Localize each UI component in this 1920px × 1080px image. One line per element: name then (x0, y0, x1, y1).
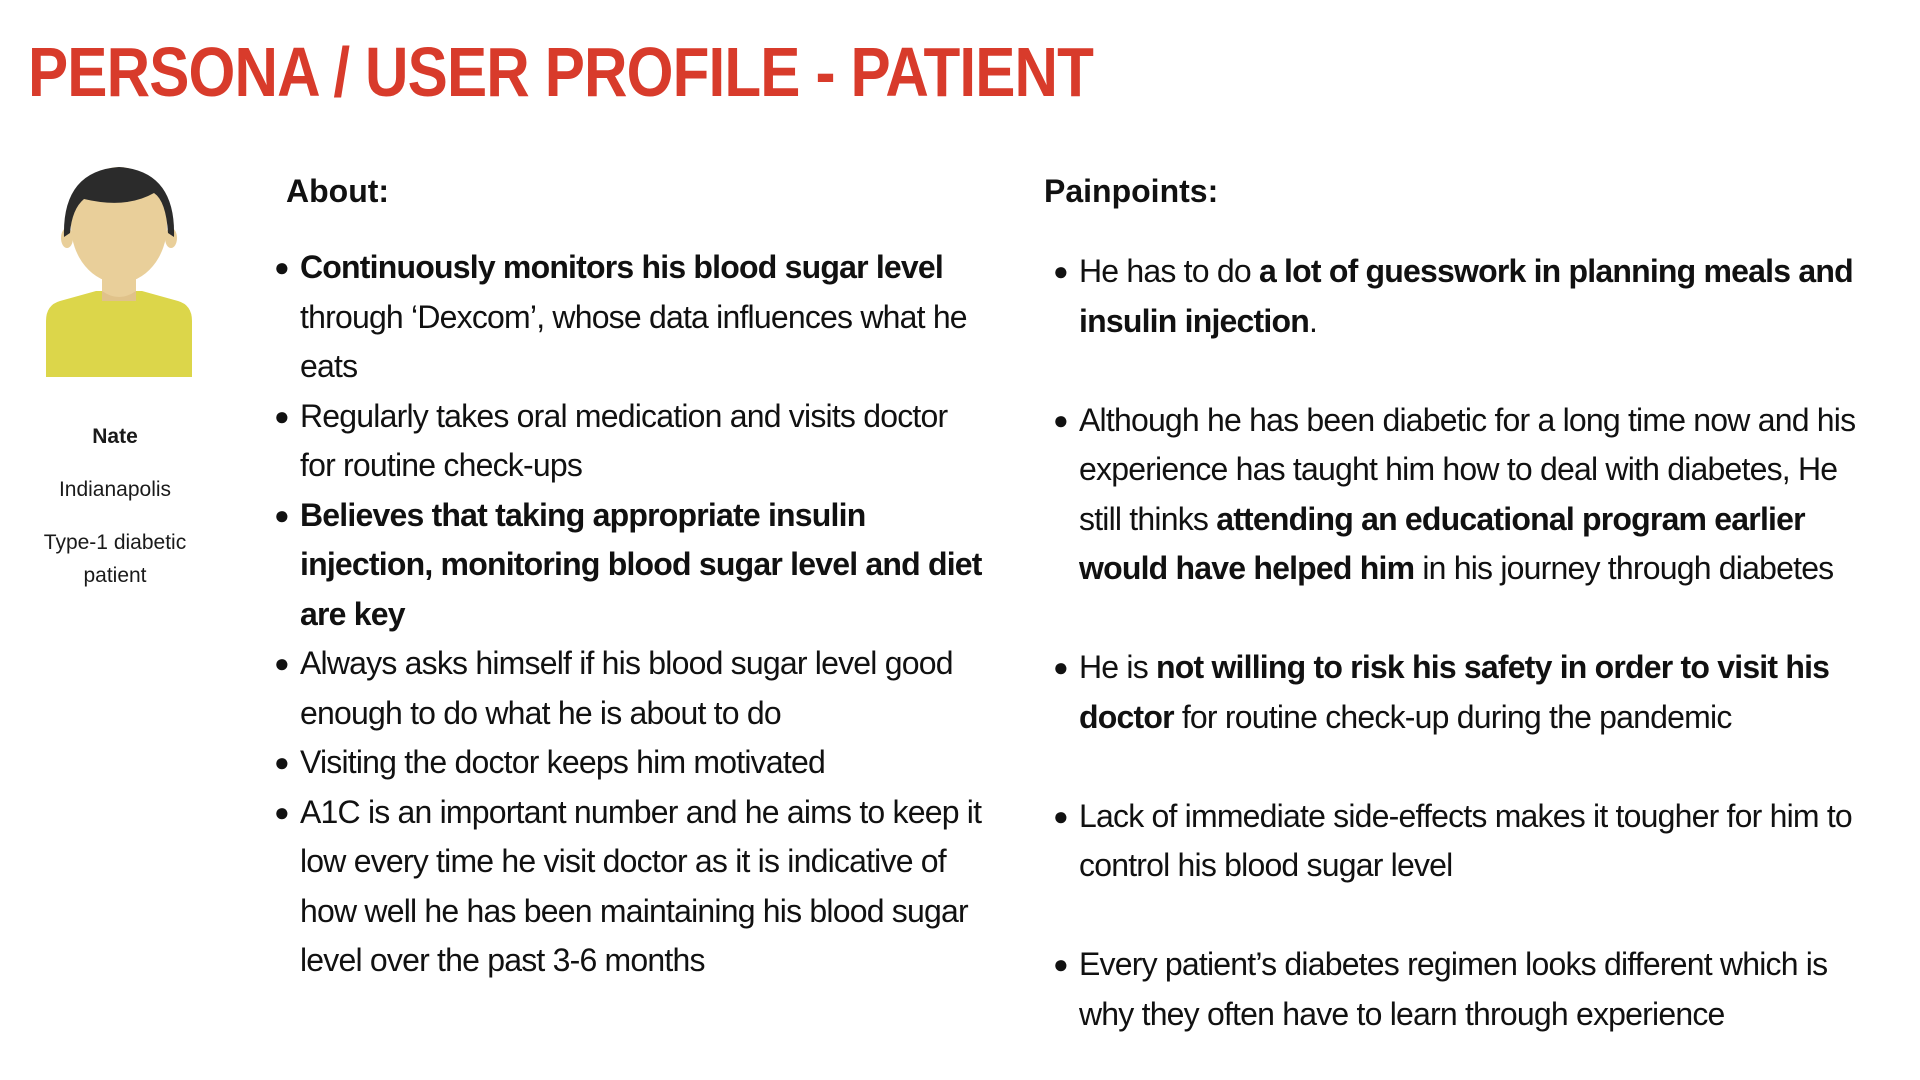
bullet-icon: ● (274, 252, 290, 282)
bullet-icon: ● (1053, 256, 1069, 286)
bullet-icon: ● (274, 796, 290, 827)
bullet-icon: ● (1053, 949, 1069, 979)
painpoint-text-pre: He has to do (1079, 253, 1259, 289)
painpoint-item (1053, 643, 1873, 742)
user-avatar-icon (44, 163, 194, 377)
painpoint-item (1053, 396, 1873, 594)
about-item (274, 788, 982, 986)
about-item-text: Visiting the doctor keeps him motivated (300, 744, 825, 780)
painpoint-text-post: . (1308, 302, 1318, 339)
painpoint-text-post: for routine check-up during the pandemic (1173, 698, 1732, 735)
painpoint-text-bold: not willing to risk his safety in order to visit his doctor (1079, 649, 1830, 735)
bullet-icon: ● (1053, 652, 1069, 682)
about-item (274, 639, 982, 738)
about-item (274, 243, 982, 392)
painpoint-text-bold: a lot of guesswork in planning meals and insulin injection (1079, 253, 1853, 339)
about-item-text: Regularly takes oral medication and visits doctor for routine check-ups (300, 397, 948, 483)
painpoint-item (1053, 940, 1873, 1039)
bullet-icon: ● (274, 499, 290, 530)
bullet-icon: ● (1053, 800, 1069, 831)
about-heading: About: (286, 173, 390, 209)
bullet-icon: ● (274, 648, 290, 678)
bullet-icon: ● (274, 747, 290, 777)
painpoint-text-post: in his journey through diabetes (1414, 550, 1834, 586)
about-item (274, 491, 982, 640)
painpoints-list (1053, 247, 1873, 1039)
about-item (274, 738, 982, 788)
persona-name: Nate (92, 425, 138, 448)
painpoint-text-bold: attending an educational program earlier would have helped him (1079, 500, 1805, 586)
avatar-shirt (46, 291, 192, 377)
bullet-icon: ● (274, 400, 290, 431)
painpoint-text-pre: Although he has been diabetic for a long time now and his experience has taught him how to deal with diabetes, He still thinks (1079, 401, 1856, 537)
bullet-icon: ● (1053, 404, 1069, 435)
painpoint-text-pre: Every patient’s diabetes regimen looks different which is why they often have to learn through experience (1079, 946, 1828, 1032)
about-item-text: through ‘Dexcom’, whose data influences what he eats (300, 298, 967, 384)
persona-location: Indianapolis (58, 478, 172, 501)
page-title: PERSONA / USER PROFILE - PATIENT (28, 33, 1094, 111)
about-item-bold: Continuously monitors his blood sugar level (300, 249, 943, 285)
painpoint-item (1053, 792, 1873, 891)
about-item-bold: Believes that taking appropriate insulin injection, monitoring blood sugar level and diet are key (300, 496, 982, 632)
painpoint-text-pre: He is (1079, 649, 1156, 685)
persona-type: Type-1 diabetic patient (43, 531, 187, 587)
painpoint-item (1053, 247, 1873, 346)
about-item (274, 392, 982, 491)
about-item-text: A1C is an important number and he aims to keep it low every time he visit doctor as it is indicative of how well he has been maintaining his blood sugar level over the past 3-6 months (300, 793, 982, 978)
painpoints-heading: Painpoints: (1044, 173, 1219, 209)
persona-card (20, 420, 210, 592)
about-item-text: Always asks himself if his blood sugar level good enough to do what he is about to do (300, 645, 953, 731)
painpoint-text-pre: Lack of immediate side-effects makes it tougher for him to control his blood sugar level (1079, 797, 1852, 883)
about-list (274, 243, 982, 986)
